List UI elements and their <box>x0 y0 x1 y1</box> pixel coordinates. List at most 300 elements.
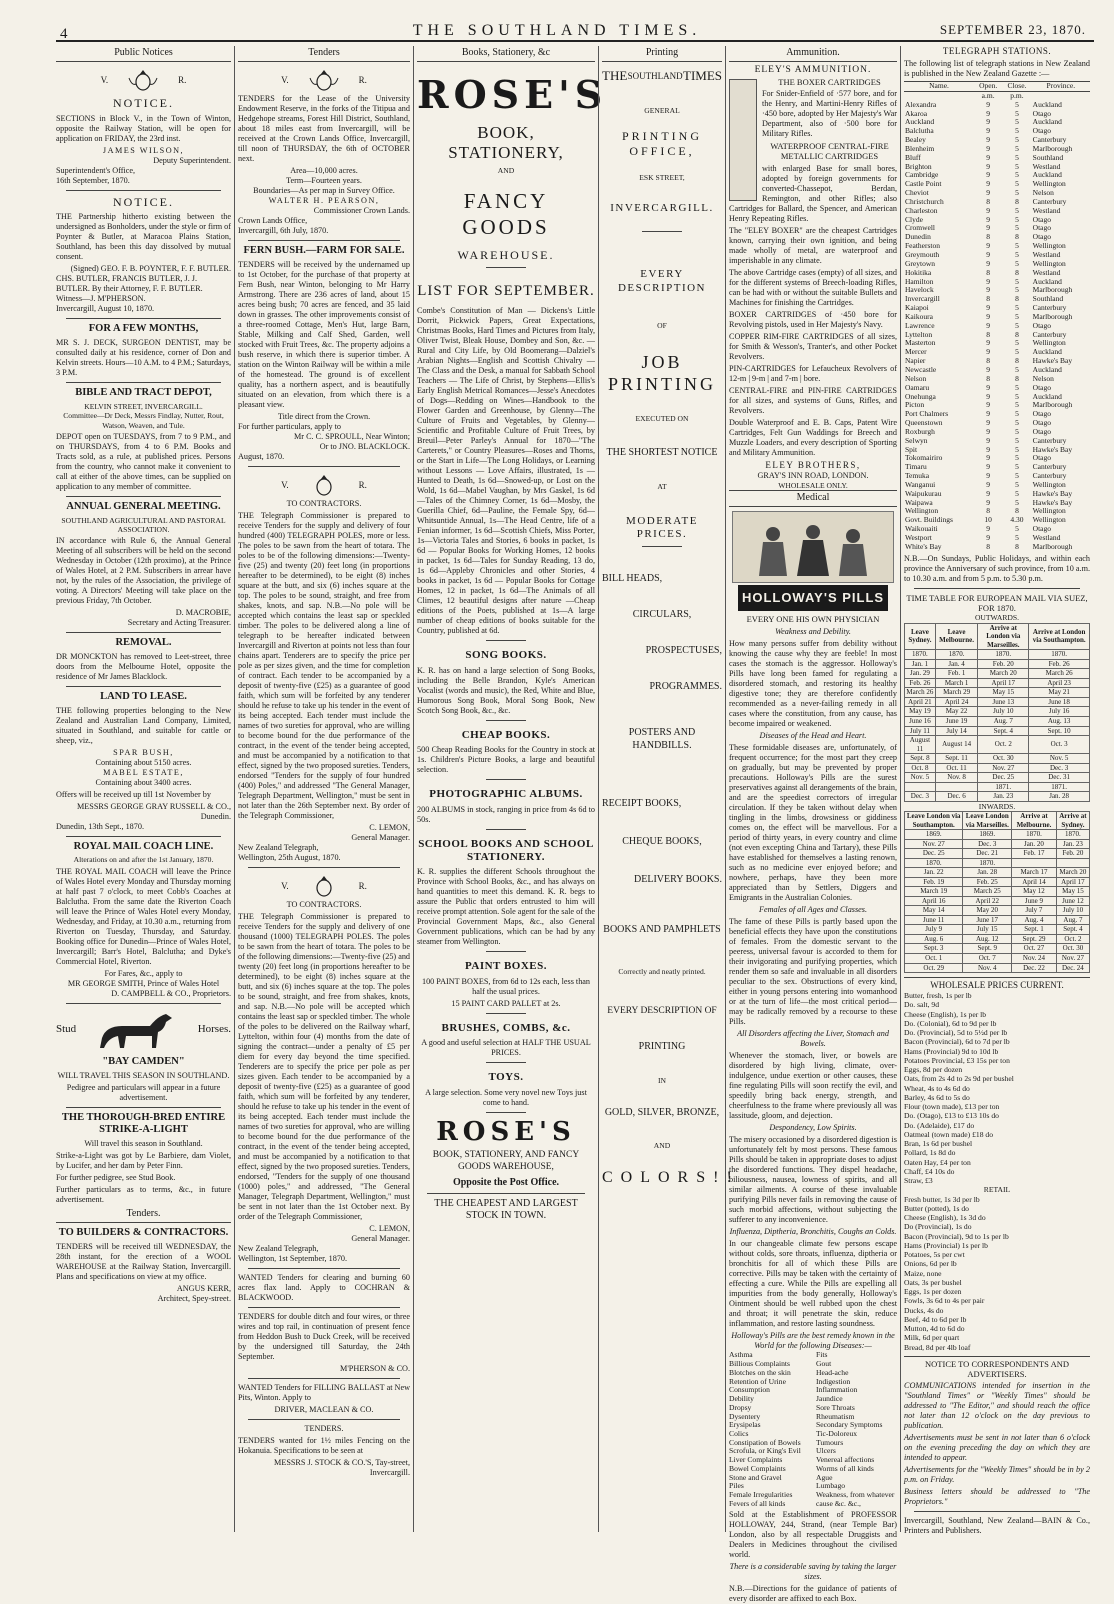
price-item: Butter (potted), 1s do <box>904 1203 969 1213</box>
table-cell: 5 <box>1015 435 1019 445</box>
column-divider <box>900 46 901 1532</box>
ad-body: TENDERS wanted for 1½ miles Fencing on the Hokanuia. Specifications to be seen at <box>238 1435 410 1455</box>
column-subheader: p.m. <box>1010 90 1024 100</box>
list-title: LIST FOR SEPTEMBER. <box>417 283 595 300</box>
table-cell: 9 <box>986 453 991 463</box>
table-cell: 5 <box>1015 418 1019 428</box>
table-cell: 8 <box>986 541 991 551</box>
column-divider <box>725 46 726 1532</box>
table-cell: Auckland <box>905 117 935 127</box>
notice-date: 16th September, 1870. <box>56 175 130 185</box>
ad-body: TENDERS will be received till WEDNESDAY, the 28th instant, for the erection of a WOOL WAREHOUSE at the Railway Station, Invercargill. Plans and specifications on view at my office. <box>56 1242 231 1282</box>
at-label: AT <box>657 481 667 491</box>
royal-arms-icon <box>126 68 160 92</box>
table-cell: May 15 <box>978 688 1029 698</box>
table-cell <box>935 782 977 792</box>
table-cell: 9 <box>986 161 991 171</box>
price-item: Hams (Provincial) 1s per lb <box>904 1240 988 1250</box>
table-cell: Westland <box>1032 161 1061 171</box>
table-cell: Picton <box>905 400 925 410</box>
table-cell: Sept. 29 <box>1012 934 1057 944</box>
table-cell: 5 <box>1015 444 1019 454</box>
table-cell: Greymouth <box>905 250 940 259</box>
table-cell: Oct. 27 <box>1012 944 1057 954</box>
price-item: Cheese (English), 1s per lb <box>904 1009 987 1019</box>
table-cell: Oct. 3 <box>1029 736 1090 754</box>
table-cell: June 12 <box>1056 896 1089 906</box>
town: INVERCARGILL. <box>610 201 714 214</box>
disease-list <box>729 1351 897 1508</box>
ad-title: THE THOROUGH-BRED ENTIRE STRIKE-A-LIGHT <box>61 1111 226 1136</box>
table-cell: 8 <box>1015 329 1019 339</box>
price-item: Butter, fresh, 1s per lb <box>904 991 972 1000</box>
of-label: OF <box>657 321 667 331</box>
table-row <box>905 754 1090 764</box>
list-item: Jaundice <box>816 1394 843 1404</box>
notice-body: COMMUNICATIONS intended for insertion in the "Southland Times" or "Weekly Times" should be addressed to "The Editor," and should reach the office not later than 12 o'clock on the day previous to publication. <box>904 1381 1090 1431</box>
list-item: Dropsy <box>729 1402 752 1412</box>
ad-signature: M'PHERSON & CO. <box>340 1363 410 1373</box>
table-cell: Jan. 4 <box>935 659 977 669</box>
ad-date: Dunedin, 13th Sept., 1870. <box>56 821 145 831</box>
table-cell: 9 <box>986 241 991 251</box>
table-cell: 8 <box>1015 356 1019 366</box>
ad-signature: Or to JNO. BLACKLOCK. <box>319 441 410 451</box>
table-row <box>905 906 1090 916</box>
list-item: Gout <box>816 1359 832 1369</box>
divider <box>248 466 400 467</box>
ad-body: IN accordance with Rule 6, the Annual General Meeting of all subscribers will be held on the second Wednesday in October (12th proximo), at the Prince of Wales Hotel, at 2 P.M. Subscribers in arrear have not, by the rules of the Association, the privilege of voting. A Directors' Meeting will take place on the previous Friday, 7th October. <box>56 536 231 606</box>
ad-body: CENTRAL-FIRE and PIN-FIRE CARTRIDGES for all sizes, and systems of Guns, Rifles, and Revolvers. <box>729 385 897 415</box>
divider <box>66 1003 221 1004</box>
table-cell: Auckland <box>1032 276 1062 286</box>
notice-signature: (Signed) GEO. F. B. POYNTER, F. F. BUTLER. <box>70 264 231 274</box>
divider <box>486 1112 526 1113</box>
table-cell: 5 <box>1015 285 1019 295</box>
table-cell: 8 <box>986 232 991 242</box>
table-row <box>905 953 1090 963</box>
price-item: Oaten Hay, £4 per ton <box>904 1157 971 1167</box>
table-cell: May 19 <box>905 707 936 717</box>
ad-title: LAND TO LEASE. <box>100 690 187 702</box>
table-cell: Aug. 6 <box>905 934 963 944</box>
table-cell: Marlborough <box>1032 143 1073 153</box>
column-ammunition <box>729 46 898 1604</box>
table-cell: June 11 <box>905 915 963 925</box>
bill-heads: BILL HEADS, <box>602 572 663 584</box>
ad-signature: Mr C. C. SPROULL, Near Winton; <box>294 431 410 441</box>
table-cell: 5 <box>1015 108 1019 118</box>
table-cell: 1870. <box>963 858 1012 868</box>
table-cell: Otago <box>1032 453 1051 463</box>
stud-label: Stud <box>56 1023 77 1036</box>
table-cell: 1870. <box>1029 650 1090 660</box>
divider <box>642 231 682 232</box>
table-cell: Sept. 4 <box>978 726 1029 736</box>
column-header: Open. <box>974 81 1002 91</box>
table-cell: March 26 <box>1029 669 1090 679</box>
table-cell: 9 <box>986 418 991 428</box>
ad-body: Offers will be received up till 1st November by <box>56 789 211 799</box>
table-cell: Otago <box>1032 223 1051 233</box>
ad-signature: DRIVER, MACLEAN & CO. <box>274 1404 374 1414</box>
section-note: N.B.—On Sundays, Public Holidays, and within each province the Anniversary of such province, from 10 a.m. to 10.30 a.m. and from 5 p.m. to 5.30 p.m. <box>904 553 1090 583</box>
divider <box>486 1062 526 1063</box>
table-cell: 9 <box>986 426 991 436</box>
royal-crest <box>238 68 410 92</box>
divider <box>486 1013 526 1014</box>
price-item: Bacon (Provincial), 9d to 1s per lb <box>904 1231 1009 1241</box>
rose-fancy: FANCY GOODS <box>462 189 550 239</box>
list-item: Liver Complaints <box>729 1455 783 1465</box>
table-cell: Spit <box>905 444 918 454</box>
notice-title: NOTICE. <box>113 194 174 209</box>
cartridge-icon <box>729 79 757 201</box>
table-cell: Cambridge <box>905 170 939 180</box>
price-item: Eggs, 8d per dozen <box>904 1065 963 1074</box>
divider <box>486 951 526 952</box>
section-title: BRUSHES, COMBS, &c. <box>441 1021 571 1034</box>
ad-body: THE ROYAL MAIL COACH will leave the Prince of Wales Hotel every Monday and Thursday morning at half past 7 o'clock, to meet Cobb's Coaches at Balclutha. From the same date the Riverton Coach will leave the Prince of Wales Hotel every Monday, Wednesday, and Friday, at 10.30 a.m., returning from Riverton on Tuesday, Thursday, and Saturday. Booking office for Dunedin—Prince of Wales Hotel, Invercargill; Barr's Hotel, Balclutha; and Dyke's Commercial Hotel, Riverton. <box>56 866 231 966</box>
table-cell: Timaru <box>905 462 927 472</box>
table-cell: 9 <box>986 533 991 542</box>
ad-signature: MESSRS GEORGE GRAY RUSSELL & CO., Dunedin. <box>77 801 231 821</box>
table-cell: April 23 <box>1029 678 1090 688</box>
table-row <box>904 207 1090 216</box>
table-cell: 9 <box>986 117 991 127</box>
table-cell: 8 <box>986 196 991 206</box>
physician-scene-icon <box>733 512 893 582</box>
table-cell: 9 <box>986 214 991 224</box>
table-row <box>905 944 1090 954</box>
ad-note: WHOLESALE ONLY. <box>778 480 848 490</box>
table-cell: Aug. 13 <box>1029 716 1090 726</box>
notice-body: Advertisements for the "Weekly Times" should be in by 2 p.m. on Friday. <box>904 1465 1090 1485</box>
table-cell: Marlborough <box>1032 541 1073 551</box>
table-cell: 9 <box>986 462 991 472</box>
table-cell: 8 <box>1015 373 1019 383</box>
table-cell: 9 <box>986 311 991 321</box>
mail-outwards-body <box>905 650 1090 802</box>
table-cell: Hawke's Bay <box>1032 497 1073 507</box>
ad-signature: D. MACROBIE, <box>175 608 231 618</box>
issue-date: SEPTEMBER 23, 1870. <box>939 22 1086 37</box>
table-cell: 9 <box>986 188 991 198</box>
table-row <box>905 896 1090 906</box>
ad-place: New Zealand Telegraph, <box>238 842 319 852</box>
table-row <box>905 697 1090 707</box>
ad-title: TO CONTRACTORS. <box>286 498 362 508</box>
table-cell: 9 <box>986 108 991 118</box>
table-cell: 5 <box>1015 347 1019 357</box>
ad-body: THE following properties belonging to the New Zealand and Australian Land Company, Limited, situated in Southland, and suitable for cattle or sheep, viz., <box>56 705 231 745</box>
divider <box>248 1378 400 1379</box>
table-cell: 1870. <box>935 650 977 660</box>
table-cell: Feb. 20 <box>978 659 1029 669</box>
divider <box>486 829 526 830</box>
table-row <box>904 224 1090 233</box>
rose-title: ROSE'S <box>436 1116 576 1147</box>
price-item: Do (Provincial), 1s do <box>904 1222 972 1232</box>
list-item: Head-ache <box>816 1367 849 1377</box>
table-cell: Oct. 1 <box>905 953 963 963</box>
table-cell: Nelson <box>1032 188 1054 198</box>
crest-letter: V. <box>281 880 289 891</box>
table-cell: Auckland <box>1032 99 1062 109</box>
street: ESK STREET, <box>639 172 685 182</box>
ad-subtitle: KELVIN STREET, INVERCARGILL. <box>84 402 203 412</box>
disease-list-right <box>816 1351 897 1508</box>
list-item: Female Irregularities <box>729 1489 793 1499</box>
list-item: Sore Throats <box>816 1402 855 1412</box>
executed-label: EXECUTED ON <box>635 414 689 424</box>
table-cell: Jan. 29 <box>905 669 936 679</box>
divider <box>248 1307 400 1308</box>
table-cell: Otago <box>1032 214 1051 224</box>
divider <box>66 836 221 837</box>
table-cell: Dunedin <box>905 232 931 242</box>
table-cell: 9 <box>986 471 991 481</box>
ad-body: In our changeable climate few persons escape without colds, sore throats, influenza, diptheria or bronchitis for all of which these Pills are corrective. Pills may be taken with the certainty of effecting a cure. While the Pills are expelling all impurities from the body generally, Holloway's Ointment should be well rubbed upon the chest and throat; it will penetrate the skin, reduce inflammation, and restore lasting soundness. <box>729 1239 897 1329</box>
table-cell: Bealey <box>905 135 926 145</box>
ad-title: ANNUAL GENERAL MEETING. <box>66 500 221 512</box>
table-cell: July 10 <box>1056 906 1089 916</box>
list-item: Scrofula, or King's Evil <box>729 1446 801 1456</box>
table-row <box>905 849 1090 859</box>
table-cell: Roxburgh <box>905 426 935 436</box>
table-cell: Waipukurau <box>905 488 942 498</box>
section-body: 100 PAINT BOXES, from 6d to 12s each, less than half the usual prices. <box>421 976 591 996</box>
table-cell: Govt. Buildings <box>905 515 953 525</box>
table-cell: 8 <box>986 294 991 304</box>
table-cell: Canterbury <box>1032 462 1067 472</box>
section-title: SCHOOL BOOKS AND SCHOOL STATIONERY. <box>418 837 594 864</box>
ad-role: General Manager. <box>351 832 410 842</box>
price-item: Cheese (English), 1s 3d do <box>904 1213 986 1222</box>
table-row <box>904 375 1090 384</box>
table-cell: Nov. 4 <box>963 963 1012 973</box>
price-item: Wheat, 4s to 4s 6d do <box>904 1083 970 1093</box>
programmes: PROGRAMMES. <box>649 681 722 693</box>
section-title: WHOLESALE PRICES CURRENT. <box>904 977 1090 991</box>
divider <box>486 267 526 268</box>
table-cell: 9 <box>986 524 991 534</box>
section-body: K. R. has on hand a large selection of Song Books, including the Belle Brandon, Kyle's American Vocalist (words and music), the Red, White and Blue, Humorous Song Book, Moral Song Book, New Scotch Song Book, &c., &c. <box>417 665 595 715</box>
table-row <box>904 180 1090 189</box>
table-cell: 8 <box>986 373 991 383</box>
price-item: Maize, none <box>904 1268 942 1278</box>
table-cell: Alexandra <box>905 99 937 109</box>
ad-signature: ELEY BROTHERS, <box>765 459 861 470</box>
table-cell: Feb. 20 <box>1056 849 1089 859</box>
notice-role: Deputy Superintendent. <box>153 155 231 165</box>
list-body: Combe's Constitution of Man — Dickens's Little Dorrit, Pickwick Papers, Great Expectations, Christmas Books, Hard Times and Pictures from Italy, Oliver Twist, Bleak House, Dombey and Son, &c. — Rural and City Life, by Old Boomerang—Dalziel's Arabian Nights—English and Scottish Chivalry —The Class and the Desk, a manual for Sabbath School Teachers — The Life of Christ, by Stephens—Ellis's Early English Metrical Romances—Jesse's Anecdotes of Dogs—Redding on Wines—Handbook to the Flower Garden and Greenhouse, by Glenny—The Culture of Fruits and Vegetables, by Glenny—Scientific and Profitable Culture of Fruit Trees, by Breuil—Peter Parley's Annual for 1870—"The Carterets," or Country Pleasures—Roses and Thorns, or the Start in Life—The Long Holidays, or Learning without Lessons — Love Affairs, illustrated, 1s — Hunted to Death, 1s 6d—Snowed-up, or Lost on the Wold, 1s 6d—Mabel Vaughan, by Mrs Gaskel, 1s 6d—Tales of the Chimney Corner, 1s 6d—Mosby, the Guerilla Chief, 6d—Pauline, the Female Spy, 6d—Whitsuntide Annual, 1s—The Head Centre, life of a Fenian informer, 1s 6d—Scottish Chiefs, Miss Porter, 1s—Victoria Tales and Stories, 6 books in packet, 1s 6d — Popular Books for Working Homes, 12 books in packet, 1s 6d—Tales for Sunday Reading, 13 do, 1s 6d—Appleby Chronicles and other Stories, 4 books in packet, 1s 6d — Popular Books for Cottage Homes, 12 in packet, 1s 6d—The Animals of all Climes, 12 beautiful designs after nature —Cheap editions of the Poets, published at 1s—A large number of cheap editions of books suitable for the Country, published at 6d. <box>417 306 595 636</box>
general-label: GENERAL <box>644 106 680 116</box>
list-item: Inflammation <box>816 1385 858 1395</box>
newspaper-title: THE SOUTHLAND TIMES. <box>412 22 702 39</box>
notice-title: NOTICE. <box>113 96 174 111</box>
divider <box>66 190 221 191</box>
table-cell: Westport <box>905 533 932 542</box>
price-item: Pollard, 1s 8d do <box>904 1148 956 1158</box>
table-cell: April 24 <box>935 697 977 707</box>
table-cell: 9 <box>986 250 991 259</box>
table-cell: Featherston <box>905 241 940 251</box>
in-label: IN <box>657 1075 666 1085</box>
table-cell: Napier <box>905 356 926 366</box>
list-item: Venereal affections <box>816 1455 875 1465</box>
ad-signature: D. CAMPBELL & CO., Proprietors. <box>111 988 231 998</box>
disease-list-left <box>729 1351 810 1508</box>
list-item: Weakness, from whatever cause &c. &c., <box>816 1489 895 1508</box>
ad-title: BIBLE AND TRACT DEPOT, <box>75 387 212 399</box>
price-item: Do. (Otago), £13 to £13 10s do <box>904 1111 999 1121</box>
table-cell: Dec. 6 <box>935 792 977 802</box>
ad-body: BOXER CARTRIDGES of ·450 bore for Revolving pistols, used in Her Majesty's Navy. <box>729 309 897 329</box>
every-description: EVERY DESCRIPTION <box>617 268 706 294</box>
table-cell: 9 <box>986 444 991 454</box>
telegraph-stations-table <box>904 81 1090 552</box>
masthead <box>0 0 1114 42</box>
table-cell: August 11 <box>905 736 936 754</box>
table-cell: 5 <box>1015 126 1019 136</box>
table-cell: May 14 <box>905 906 963 916</box>
ad-body: The above Cartridge cases (empty) of all sizes, and for the different systems of Breech-loading Rifles, can be had with or without the suitable Bullets and Machines for finishing the Cartridges. <box>729 267 897 307</box>
table-cell: Nov. 8 <box>935 773 977 783</box>
table-cell: Sept. 11 <box>935 754 977 764</box>
table-cell: 9 <box>986 99 991 109</box>
table-cell: May 20 <box>963 906 1012 916</box>
table-cell: March 19 <box>905 887 963 897</box>
column-header: Province. <box>1032 81 1090 91</box>
table-cell: 8 <box>1015 294 1019 304</box>
list-item: Tumours <box>816 1437 844 1447</box>
royal-crest <box>238 874 410 898</box>
ad-body: These formidable diseases are, unfortunately, of frequent occurrence; for the most part they creep on gradually, but may be prevented by proper precautions. Holloway's Pills are the surest preservatives against all derangements of the brain, and are the speediest correctors of irregular circulation. If they be taken without delay when tingling in the limbs, drowsiness or giddiness comes on, the effect will be marvellous. For a period of thirty years, in every country and clime (not even excepting China and Tartary), these Pills have established for themselves a lasting renown, such as no medicine ever enjoyed before; and nowhere, perhaps, have they been more appreciated than by Settlers, Diggers and Emigrants in the Australian Colonies. <box>729 743 898 903</box>
ad-body: WANTED Tenders for clearing and burning 60 acres flax land. Apply to COCHRAN & BLACKWOOD. <box>238 1272 410 1302</box>
table-cell: 9 <box>986 409 991 419</box>
list-item: Secondary Symptoms <box>816 1420 883 1430</box>
printing-office: PRINTING OFFICE, <box>622 129 702 158</box>
price-item: Chaff, £4 10s do <box>904 1166 955 1176</box>
table-cell: May 12 <box>1012 887 1057 897</box>
table-cell: Aug. 4 <box>1012 915 1057 925</box>
mail-inwards-table <box>904 811 1090 973</box>
table-cell: Dec. 3 <box>905 792 936 802</box>
circulars: CIRCULARS, <box>632 608 692 620</box>
list-item: Piles <box>729 1481 744 1491</box>
table-cell: June 19 <box>935 716 977 726</box>
table-cell: 5 <box>1015 276 1019 286</box>
table-cell: Canterbury <box>1032 471 1067 481</box>
table-cell: Havelock <box>905 285 934 295</box>
table-header-row <box>904 81 1090 91</box>
table-cell: Feb. 17 <box>1012 849 1057 859</box>
table-cell: April 16 <box>905 896 963 906</box>
table-cell: 5 <box>1015 188 1019 198</box>
table-cell: May 21 <box>1029 688 1090 698</box>
property-name: SPAR BUSH, <box>113 747 174 757</box>
list-item: Consumption <box>729 1385 770 1395</box>
table-cell: 1870. <box>1056 830 1089 840</box>
table-cell: April 14 <box>1012 877 1057 887</box>
and-label: AND <box>653 1141 671 1150</box>
holloways-pills-banner: HOLLOWAY'S PILLS <box>738 585 888 611</box>
moderate-prices: MODERATE PRICES. <box>626 514 698 541</box>
table-cell: 5 <box>1015 311 1019 321</box>
divider <box>66 382 221 383</box>
divider <box>66 496 221 497</box>
table-cell: 8 <box>1015 506 1019 516</box>
office-title <box>602 68 722 84</box>
ad-title: TO BUILDERS & CONTRACTORS. <box>58 1227 229 1239</box>
table-cell: Newcastle <box>905 364 937 374</box>
table-cell: Dec. 31 <box>1029 773 1090 783</box>
table-cell: 5 <box>1015 453 1019 463</box>
table-cell: Masterton <box>905 338 936 348</box>
column-header: Leave London via Marseilles. <box>963 812 1012 830</box>
table-cell: Oct. 8 <box>905 763 936 773</box>
table-cell: Sept. 1 <box>1012 925 1057 935</box>
table-cell: July 15 <box>963 925 1012 935</box>
ad-body: Pedigree and particulars will appear in a future advertisement. <box>66 1082 221 1102</box>
table-cell: 9 <box>986 223 991 233</box>
table-cell: Oct. 2 <box>1056 934 1089 944</box>
table-cell: Canterbury <box>1032 135 1067 145</box>
ad-title: FERN BUSH.—FARM FOR SALE. <box>243 245 405 257</box>
table-cell: Sept. 4 <box>1056 925 1089 935</box>
table-cell: Southland <box>1032 152 1064 162</box>
table-cell <box>905 782 936 792</box>
table-cell: May 22 <box>935 707 977 717</box>
table-cell: 1871. <box>978 782 1029 792</box>
price-item: Do. (Adelaide), £17 do <box>904 1120 975 1130</box>
table-caption: INWARDS. <box>978 801 1016 811</box>
notice-body: THE Partnership hitherto existing between the undersigned as Bonholders, under the style or firm of Poynter & Butler, at Maracoa Plains Station, Southland, has been this day dissolved by mutual consent. <box>56 212 231 262</box>
table-cell: Auckland <box>1032 117 1062 127</box>
table-row <box>905 868 1090 878</box>
table-cell: Jan. 23 <box>1056 839 1089 849</box>
table-cell: Jan. 28 <box>1029 792 1090 802</box>
table-cell: White's Bay <box>905 541 942 551</box>
price-item: Barley, 4s 6d to 5s do <box>904 1092 970 1102</box>
table-cell: Akaroa <box>905 108 928 118</box>
section-header: Tenders. <box>56 1207 231 1223</box>
table-cell: March 26 <box>906 688 934 697</box>
table-cell: Lawrence <box>905 320 935 330</box>
table-cell: 9 <box>986 364 991 374</box>
table-cell: Westland <box>1032 267 1061 277</box>
section-body: 15 PAINT CARD PALLET at 2s. <box>451 998 561 1008</box>
table-cell: 4.30 <box>1010 515 1024 525</box>
ad-signature: ANGUS KERR, <box>176 1284 231 1294</box>
notice-signature: JAMES WILSON, <box>102 145 185 155</box>
ad-body: Further particulars as to terms, &c., in future advertisement. <box>56 1185 231 1205</box>
table-cell: Hokitika <box>905 267 932 277</box>
table-cell: 1870. <box>1012 830 1057 840</box>
table-cell: 5 <box>1015 338 1019 348</box>
ad-slogan: EVERY ONE HIS OWN PHYSICIAN <box>746 614 880 625</box>
table-cell: May 15 <box>1056 887 1089 897</box>
table-cell: 9 <box>986 382 991 392</box>
table-cell: 1869. <box>905 830 963 840</box>
notice-body: SECTIONS in Block V., in the Town of Winton, opposite the Railway Station, will be open for application on FRIDAY, the 23rd inst. <box>56 113 231 143</box>
ad-body: THE Telegraph Commissioner is prepared to receive Tenders for the supply and delivery of four hundred (400) TELEGRAPH POLES, more or less. The poles to be sawn from the heart of totara. The poles to be of the following dimensions:—Twenty-five (25) and twenty (20) feet long (in proportions hereafter to be determined), to be eight (8) inches square at the butt, and six (6) inches square at the top. The poles to be sound, straight, and free from shakes, knots, and sap. N.B.—No pole will be accepted which contains the least sap or speckled timber. The poles to be delivered along a line of telegraph to be hereafter indicated between Invercargill and Riverton at points not less than four chains apart. Tenderers are to specify the price per pole as per sizes given, and the time for completion of contract. Each tender to be accompanied by a deposit of twenty-five (£25) as a guarantee of good faith, which sum will be forfeited by any tenderer should he refuse to take up his tender in the event of its being accepted. Each tender must include the names of two sureties for approval, who are willing to become bound for the due performance of the contract, in the event of the tender being accepted, and must be accompanied by a notification to that effect, signed by the two proposed sureties. Tenders, endorsed "Tenders for the supply of four hundred (400) Poles," and addressed "The General Manager, Telegraph Department, Wellington," must be sent in not later than the 26th September next. By order of the Telegraph Commissioner, <box>238 510 410 820</box>
table-cell: Sept. 8 <box>905 754 936 764</box>
table-cell: June 18 <box>1029 697 1090 707</box>
table-cell: Nov. 27 <box>978 763 1029 773</box>
table-cell <box>1012 858 1057 868</box>
